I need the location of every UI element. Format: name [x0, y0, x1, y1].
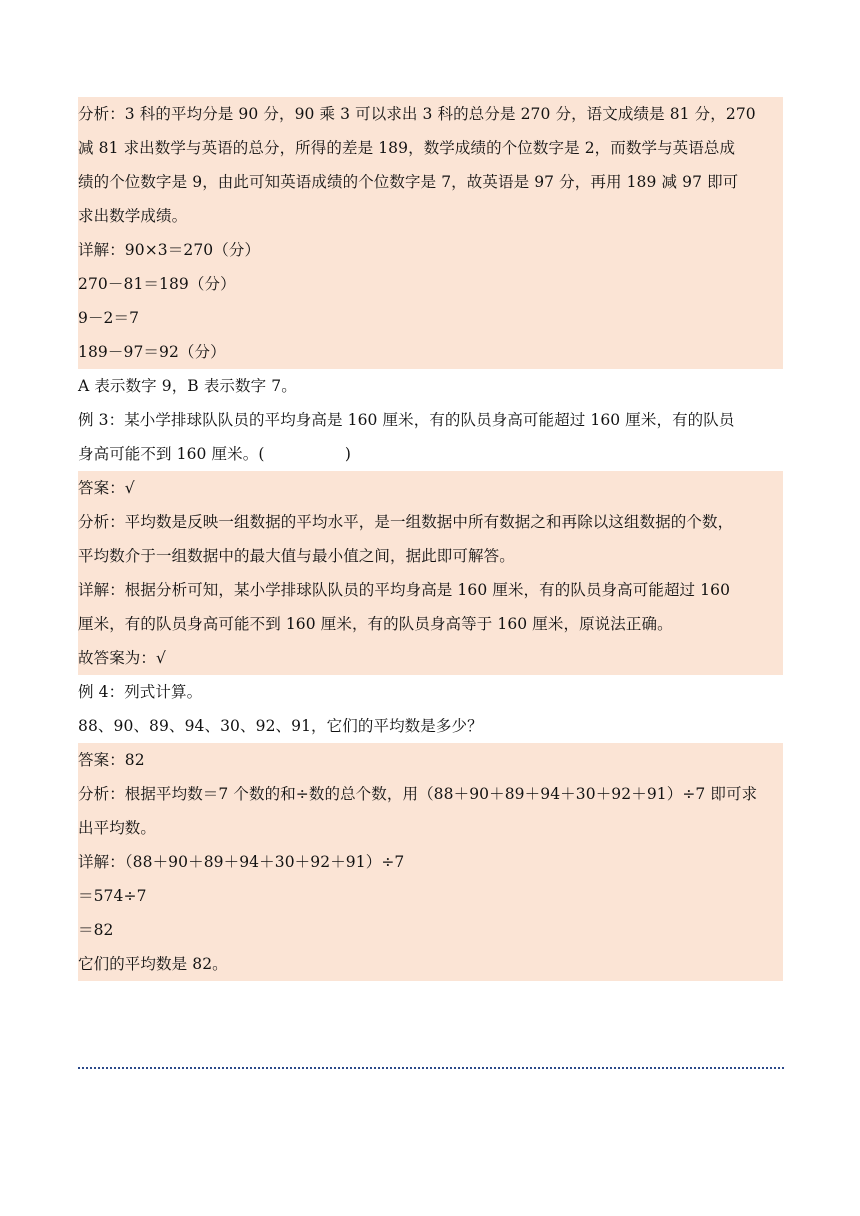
analysis-line: 分析：3 科的平均分是 90 分，90 乘 3 可以求出 3 科的总分是 270 分，语文成绩是 81 分，270	[78, 105, 756, 123]
detail-line: ＝82	[78, 921, 114, 939]
detail-line: ＝574÷7	[78, 887, 147, 905]
detail-line: 详解：根据分析可知，某小学排球队队员的平均身高是 160 厘米，有的队员身高可能超过 160	[78, 581, 731, 599]
detail-line: 详解：（88＋90＋89＋94＋30＋92＋91）÷7	[78, 853, 405, 871]
question-line: 88、90、89、94、30、92、91，它们的平均数是多少？	[78, 717, 483, 735]
detail-line: A 表示数字 9，B 表示数字 7。	[78, 377, 297, 395]
detail-line: 它们的平均数是 82。	[78, 955, 228, 973]
question-block-example-3	[78, 403, 783, 471]
solution-block-example-3	[78, 471, 783, 675]
analysis-line: 绩的个位数字是 9，由此可知英语成绩的个位数字是 7，故英语是 97 分，再用 189 减 97 即可	[78, 173, 739, 191]
answer-line: 答案：82	[78, 751, 145, 769]
question-line: 身高可能不到 160 厘米。( )	[78, 445, 352, 463]
solution-block-example-4	[78, 743, 783, 981]
analysis-line: 减 81 求出数学与英语的总分，所得的差是 189，数学成绩的个位数字是 2，而数学与英语总成	[78, 139, 736, 157]
detail-line: 厘米，有的队员身高可能不到 160 厘米，有的队员身高等于 160 厘米，原说法正确。	[78, 615, 673, 633]
analysis-line: 分析：平均数是反映一组数据的平均水平，是一组数据中所有数据之和再除以这组数据的个数，	[78, 513, 734, 531]
document-page	[78, 97, 783, 981]
footer-dotted-divider	[78, 1067, 784, 1069]
detail-line: 9－2＝7	[78, 309, 140, 327]
solution-block-example-2	[78, 97, 783, 369]
detail-line: 详解：90×3＝270（分）	[78, 241, 261, 259]
example-title: 例 4：列式计算。	[78, 683, 203, 701]
conclusion-line: 故答案为：√	[78, 649, 166, 667]
detail-line: 189－97＝92（分）	[78, 343, 226, 361]
question-line: 例 3：某小学排球队队员的平均身高是 160 厘米，有的队员身高可能超过 160 厘米，有的队员	[78, 411, 735, 429]
question-block-example-4	[78, 675, 783, 743]
answer-line: 答案：√	[78, 479, 135, 497]
analysis-line: 出平均数。	[78, 819, 157, 837]
analysis-line: 分析：根据平均数＝7 个数的和÷数的总个数，用（88＋90＋89＋94＋30＋92＋91）÷7 即可求	[78, 785, 758, 803]
detail-line: 270－81＝189（分）	[78, 275, 236, 293]
analysis-line: 平均数介于一组数据中的最大值与最小值之间，据此即可解答。	[78, 547, 515, 565]
conclusion-block-example-2	[78, 369, 783, 403]
analysis-line: 求出数学成绩。	[78, 207, 188, 225]
